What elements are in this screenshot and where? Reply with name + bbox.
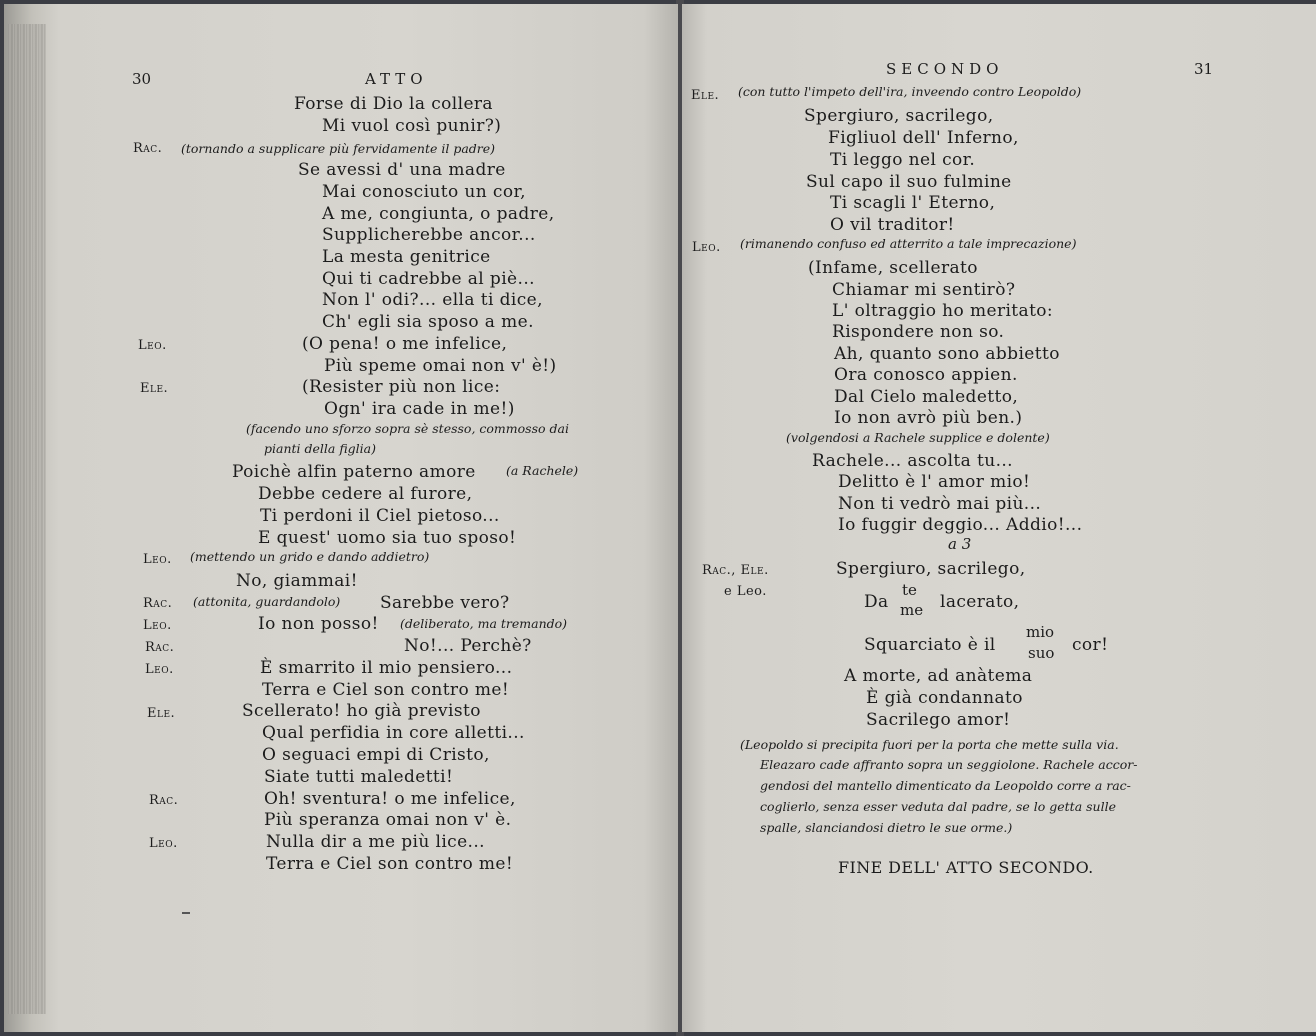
- verse-line: O vil traditor!: [830, 215, 955, 235]
- verse-line: Ora conosco appien.: [834, 365, 1018, 385]
- verse-line: La mesta genitrice: [322, 247, 491, 267]
- verse-line: Ch' egli sia sposo a me.: [322, 312, 534, 332]
- stage-direction: (tornando a supplicare più fervidamente il padre): [181, 141, 496, 156]
- stage-direction: (Leopoldo si precipita fuori per la porta che mette sulla via.: [740, 737, 1119, 752]
- verse-line: Spergiuro, sacrilego,: [804, 106, 994, 126]
- verse-line: Sul capo il suo fulmine: [806, 172, 1012, 192]
- verse-line: Nulla dir a me più lice...: [266, 832, 485, 852]
- verse-line: No, giammai!: [236, 571, 358, 591]
- verse-line: Ogn' ira cade in me!): [324, 399, 515, 419]
- verse-line: Spergiuro, sacrilego,: [836, 559, 1026, 579]
- stage-direction: (rimanendo confuso ed atterrito a tale imprecazione): [740, 236, 1077, 251]
- verse-line: Oh! sventura! o me infelice,: [264, 789, 516, 809]
- page-edges: [8, 24, 46, 1014]
- stage-direction: Eleazaro cade affranto sopra un seggiolone. Rachele accor-: [760, 757, 1138, 772]
- verse-line: (Resister più non lice:: [302, 377, 501, 397]
- verse-line: (O pena! o me infelice,: [302, 334, 508, 354]
- stage-direction: (mettendo un grido e dando addietro): [190, 549, 430, 564]
- verse-line: lacerato,: [940, 592, 1020, 612]
- running-head: SECONDO: [886, 60, 1004, 78]
- verse-line: Chiamar mi sentirò?: [832, 280, 1016, 300]
- stage-direction: (attonita, guardandolo): [193, 594, 341, 609]
- verse-line: Mi vuol così punir?): [322, 116, 502, 136]
- verse-line: Rispondere non so.: [832, 322, 1005, 342]
- verse-line: Ah, quanto sono abbietto: [834, 344, 1060, 364]
- page-mark: [182, 912, 190, 914]
- verse-line: A me, congiunta, o padre,: [322, 204, 555, 224]
- speaker-label: Leo.: [149, 836, 178, 851]
- verse-line: È già condannato: [866, 688, 1023, 708]
- speaker-label: Leo.: [138, 338, 167, 353]
- verse-line: Più speme omai non v' è!): [324, 356, 557, 376]
- speaker-label: Rac.: [149, 793, 179, 808]
- speaker-label: Leo.: [143, 552, 172, 567]
- verse-line: Non ti vedrò mai più...: [838, 494, 1042, 514]
- stage-direction: (a Rachele): [506, 463, 579, 478]
- verse-line: Ti scagli l' Eterno,: [830, 193, 996, 213]
- verse-line: Siate tutti maledetti!: [264, 767, 454, 787]
- stage-direction: spalle, slanciandosi dietro le sue orme.): [760, 820, 1013, 835]
- stage-direction: gendosi del mantello dimenticato da Leopoldo corre a rac-: [760, 778, 1131, 793]
- page-number: 30: [132, 70, 152, 88]
- ensemble-marker: a 3: [948, 535, 972, 553]
- stage-direction: (deliberato, ma tremando): [400, 616, 568, 631]
- speaker-label: Rac., Ele.: [702, 563, 769, 578]
- stage-direction: coglierlo, senza esser veduta dal padre, se lo getta sulle: [760, 799, 1116, 814]
- verse-line: È smarrito il mio pensiero...: [260, 658, 513, 678]
- alternative-word-bottom: me: [900, 601, 924, 619]
- verse-line: Mai conosciuto un cor,: [322, 182, 526, 202]
- speaker-label: Rac.: [143, 596, 173, 611]
- stage-direction: (volgendosi a Rachele supplice e dolente): [786, 430, 1050, 445]
- verse-line: Io non posso!: [258, 614, 379, 634]
- verse-line: Io fuggir deggio... Addio!...: [838, 515, 1083, 535]
- verse-line: Delitto è l' amor mio!: [838, 472, 1031, 492]
- speaker-label: Rac.: [145, 640, 175, 655]
- verse-line: Se avessi d' una madre: [298, 160, 506, 180]
- alternative-word-bottom: suo: [1028, 644, 1055, 662]
- verse-line: Scellerato! ho già previsto: [242, 701, 481, 721]
- speaker-label: e Leo.: [724, 584, 767, 599]
- verse-line: Sarebbe vero?: [380, 593, 510, 613]
- speaker-label: Leo.: [143, 618, 172, 633]
- stage-direction: (con tutto l'impeto dell'ira, inveendo contro Leopoldo): [738, 84, 1082, 99]
- verse-line: cor!: [1072, 635, 1109, 655]
- right-page: [682, 4, 1316, 1032]
- verse-line: Più speranza omai non v' è.: [264, 810, 512, 830]
- stage-direction: pianti della figlia): [264, 441, 376, 456]
- verse-line: (Infame, scellerato: [808, 258, 978, 278]
- verse-line: Terra e Ciel son contro me!: [266, 854, 514, 874]
- verse-line: Qui ti cadrebbe al piè...: [322, 269, 535, 289]
- verse-line: A morte, ad anàtema: [844, 666, 1033, 686]
- speaker-label: Leo.: [145, 662, 174, 677]
- alternative-word-top: mio: [1026, 623, 1055, 641]
- speaker-label: Leo.: [692, 240, 721, 255]
- verse-line: L' oltraggio ho meritato:: [832, 301, 1054, 321]
- verse-line: Da: [864, 592, 889, 612]
- verse-line: O seguaci empi di Cristo,: [262, 745, 490, 765]
- verse-line: No!... Perchè?: [404, 636, 532, 656]
- speaker-label: Ele.: [147, 706, 176, 721]
- running-head: ATTO: [365, 70, 428, 88]
- stage-direction: (facendo uno sforzo sopra sè stesso, commosso dai: [246, 421, 569, 436]
- verse-line: Figliuol dell' Inferno,: [828, 128, 1019, 148]
- verse-line: Terra e Ciel son contro me!: [262, 680, 510, 700]
- verse-line: Dal Cielo maledetto,: [834, 387, 1019, 407]
- verse-line: Non l' odi?... ella ti dice,: [322, 290, 543, 310]
- verse-line: Ti leggo nel cor.: [830, 150, 976, 170]
- page-number: 31: [1194, 60, 1214, 78]
- verse-line: E quest' uomo sia tuo sposo!: [258, 528, 517, 548]
- verse-line: Io non avrò più ben.): [834, 408, 1023, 428]
- speaker-label: Ele.: [691, 88, 720, 103]
- verse-line: Qual perfidia in core alletti...: [262, 723, 525, 743]
- speaker-label: Ele.: [140, 381, 169, 396]
- alternative-word-top: te: [902, 581, 917, 599]
- verse-line: Rachele... ascolta tu...: [812, 451, 1013, 471]
- act-end-title: FINE DELL' ATTO SECONDO.: [838, 858, 1094, 877]
- verse-line: Squarciato è il: [864, 635, 996, 655]
- verse-line: Debbe cedere al furore,: [258, 484, 473, 504]
- left-page: [4, 4, 678, 1032]
- verse-line: Poichè alfin paterno amore: [232, 462, 476, 482]
- verse-line: Forse di Dio la collera: [294, 94, 493, 114]
- speaker-label: Rac.: [133, 141, 163, 156]
- verse-line: Sacrilego amor!: [866, 710, 1011, 730]
- verse-line: Ti perdoni il Ciel pietoso...: [260, 506, 500, 526]
- verse-line: Supplicherebbe ancor...: [322, 225, 536, 245]
